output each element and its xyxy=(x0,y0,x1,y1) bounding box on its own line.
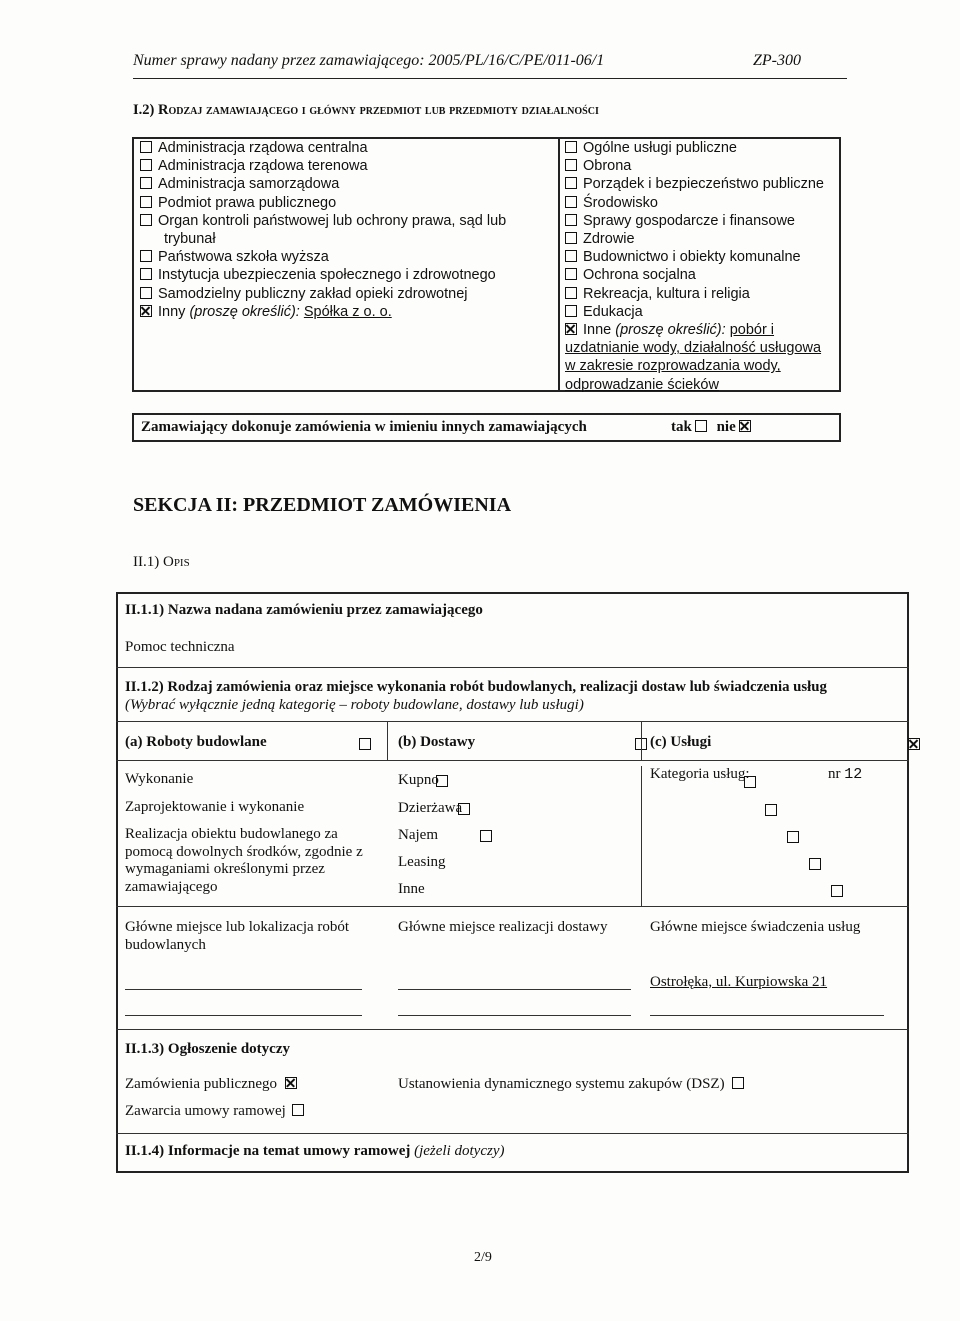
divider xyxy=(116,906,909,907)
org-item-control[interactable]: Organ kontroli państwowej lub ochrony prawa, sąd lub xyxy=(140,212,506,230)
services-category-number: nr 12 xyxy=(828,766,863,783)
supply-rental-checkbox[interactable] xyxy=(787,831,799,843)
org-item-public-law[interactable]: Podmiot prawa publicznego xyxy=(140,194,506,212)
section-i2-title: I.2) Rodzaj zamawiającego i główny przedmiot lub przedmioty działalności xyxy=(133,102,599,118)
page-number: 2/9 xyxy=(474,1250,492,1265)
supply-other-checkbox[interactable] xyxy=(831,885,843,897)
checkbox[interactable] xyxy=(140,268,152,280)
place-works-line-1 xyxy=(125,989,362,990)
place-supply-label: Główne miejsce realizacji dostawy xyxy=(398,919,608,935)
checkbox[interactable] xyxy=(140,159,152,171)
organisation-type-list xyxy=(140,139,506,321)
activity-item-order[interactable]: Porządek i bezpieczeństwo publiczne xyxy=(565,175,824,193)
supply-leasing-checkbox[interactable] xyxy=(809,858,821,870)
org-item-health[interactable]: Samodzielny publiczny zakład opieki zdrowotnej xyxy=(140,285,506,303)
activity-other-line-2: uzdatnianie wody, działalność usługowa xyxy=(565,340,822,357)
checkbox[interactable] xyxy=(565,268,577,280)
framework-heading: II.1.4) Informacje na temat umowy ramowej xyxy=(125,1143,411,1159)
checkbox[interactable] xyxy=(565,196,577,208)
checkbox[interactable] xyxy=(140,177,152,189)
place-supply-line-1 xyxy=(398,989,631,990)
org-item-other[interactable]: Inny (proszę określić): Spółka z o. o. xyxy=(140,303,506,321)
place-works-line-2 xyxy=(125,1015,362,1016)
services-category-value: 12 xyxy=(844,766,863,783)
checkbox[interactable] xyxy=(565,250,577,262)
case-number-label: Numer sprawy nadany przez zamawiającego: xyxy=(133,52,425,69)
org-item-regional[interactable]: Administracja rządowa terenowa xyxy=(140,157,506,175)
checkbox-checked[interactable] xyxy=(565,323,577,335)
place-services-line-2 xyxy=(650,1015,884,1016)
divider xyxy=(116,760,909,761)
activity-item-economic[interactable]: Sprawy gospodarcze i finansowe xyxy=(565,212,824,230)
notice-framework: Zawarcia umowy ramowej xyxy=(125,1103,310,1120)
works-realisation-checkbox[interactable] xyxy=(480,830,492,842)
checkbox[interactable] xyxy=(140,214,152,226)
name-value: Pomoc techniczna xyxy=(125,639,235,655)
activity-other-line-3: w zakresie rozprowadzania wody, xyxy=(565,358,781,375)
supply-lease-checkbox[interactable] xyxy=(765,804,777,816)
checkbox[interactable] xyxy=(140,250,152,262)
form-code: ZP-300 xyxy=(753,52,801,69)
checkbox[interactable] xyxy=(565,232,577,244)
case-number: 2005/PL/16/C/PE/011-06/1 xyxy=(428,52,605,69)
org-item-central[interactable]: Administracja rządowa centralna xyxy=(140,139,506,157)
col-a-checkbox[interactable] xyxy=(359,738,371,750)
services-category-label: Kategoria usług: xyxy=(650,766,750,782)
column-divider xyxy=(641,722,642,760)
org-item-insurance[interactable]: Instytucja ubezpieczenia społecznego i zdrowotnego xyxy=(140,266,506,284)
works-item-execution: Wykonanie xyxy=(125,771,194,787)
framework-hint: (jeżeli dotyczy) xyxy=(414,1143,505,1159)
section-ii-title: SEKCJA II: PRZEDMIOT ZAMÓWIENIA xyxy=(133,494,512,516)
notice-framework-checkbox[interactable] xyxy=(292,1104,304,1116)
activity-item-culture[interactable]: Rekreacja, kultura i religia xyxy=(565,285,824,303)
works-item-design: Zaprojektowanie i wykonanie xyxy=(125,799,305,815)
org-item-university[interactable]: Państwowa szkoła wyższa xyxy=(140,248,506,266)
notice-heading: II.1.3) Ogłoszenie dotyczy xyxy=(125,1041,290,1057)
checkbox[interactable] xyxy=(140,141,152,153)
col-b-title: (b) Dostawy xyxy=(398,734,476,750)
checkbox[interactable] xyxy=(140,196,152,208)
framework-heading-row xyxy=(125,1143,504,1160)
activity-item-health[interactable]: Zdrowie xyxy=(565,230,824,248)
page-header xyxy=(133,52,801,70)
behalf-yes-checkbox[interactable] xyxy=(695,420,707,432)
checkbox[interactable] xyxy=(565,141,577,153)
supply-item-rental: Najem xyxy=(398,827,438,843)
notice-dsz: Ustanowienia dynamicznego systemu zakupów (DSZ) xyxy=(398,1076,750,1093)
opis-heading: II.1) Opis xyxy=(133,554,190,570)
checkbox[interactable] xyxy=(140,287,152,299)
activity-item-education[interactable]: Edukacja xyxy=(565,303,824,321)
activity-item-environment[interactable]: Środowisko xyxy=(565,194,824,212)
activity-other-line-4: odprowadzanie ścieków xyxy=(565,376,719,393)
behalf-options: tak nie xyxy=(671,419,757,436)
works-item-realisation: Realizacja obiektu budowlanego za pomocą dowolnych środków, zgodnie z wymaganiami określonymi przez zamawiającego xyxy=(125,826,363,895)
place-services-value: Ostrołęka, ul. Kurpiowska 21 xyxy=(650,974,828,990)
org-other-value: Spółka z o. o. xyxy=(303,303,392,320)
section-i2-column-divider xyxy=(558,139,560,390)
place-works-label: Główne miejsce lub lokalizacja robót budowlanych xyxy=(125,919,350,953)
header-divider xyxy=(133,78,847,79)
type-hint: (Wybrać wyłącznie jedną kategorię – roboty budowlane, dostawy lub usługi) xyxy=(125,697,584,713)
activity-list xyxy=(565,139,824,394)
behalf-no-checkbox[interactable] xyxy=(739,420,751,432)
column-divider xyxy=(641,766,642,906)
divider xyxy=(116,721,909,722)
org-item-control-cont: trybunał xyxy=(164,231,216,248)
checkbox-checked[interactable] xyxy=(140,305,152,317)
supply-item-purchase: Kupno xyxy=(398,772,439,788)
behalf-label: Zamawiający dokonuje zamówienia w imieniu innych zamawiających xyxy=(141,419,587,435)
checkbox[interactable] xyxy=(565,287,577,299)
place-services-label: Główne miejsce świadczenia usług xyxy=(650,919,861,935)
col-a-title: (a) Roboty budowlane xyxy=(125,734,267,750)
activity-item-other[interactable]: Inne (proszę określić): pobór i xyxy=(565,321,824,339)
col-c-checkbox[interactable] xyxy=(908,738,920,750)
org-item-local[interactable]: Administracja samorządowa xyxy=(140,175,506,193)
type-heading: II.1.2) Rodzaj zamówienia oraz miejsce wykonania robót budowlanych, realizacji dostaw lub świadczenia usług xyxy=(125,679,827,695)
checkbox[interactable] xyxy=(565,177,577,189)
notice-dsz-checkbox[interactable] xyxy=(732,1077,744,1089)
notice-public-checkbox[interactable] xyxy=(285,1077,297,1089)
place-supply-line-2 xyxy=(398,1015,631,1016)
notice-public: Zamówienia publicznego xyxy=(125,1076,303,1093)
column-divider xyxy=(387,722,388,760)
activity-item-defence[interactable]: Obrona xyxy=(565,157,824,175)
activity-item-social[interactable]: Ochrona socjalna xyxy=(565,266,824,284)
activity-item-general[interactable]: Ogólne usługi publiczne xyxy=(565,139,824,157)
divider xyxy=(116,1133,909,1134)
divider xyxy=(116,667,909,668)
col-c-title: (c) Usługi xyxy=(650,734,712,750)
activity-item-housing[interactable]: Budownictwo i obiekty komunalne xyxy=(565,248,824,266)
supply-item-lease: Dzierżawa xyxy=(398,800,463,816)
checkbox[interactable] xyxy=(565,159,577,171)
checkbox[interactable] xyxy=(565,214,577,226)
supply-item-leasing: Leasing xyxy=(398,854,446,870)
name-heading: II.1.1) Nazwa nadana zamówieniu przez zamawiającego xyxy=(125,602,483,618)
divider xyxy=(116,1029,909,1030)
checkbox[interactable] xyxy=(565,305,577,317)
supply-item-other: Inne xyxy=(398,881,425,897)
